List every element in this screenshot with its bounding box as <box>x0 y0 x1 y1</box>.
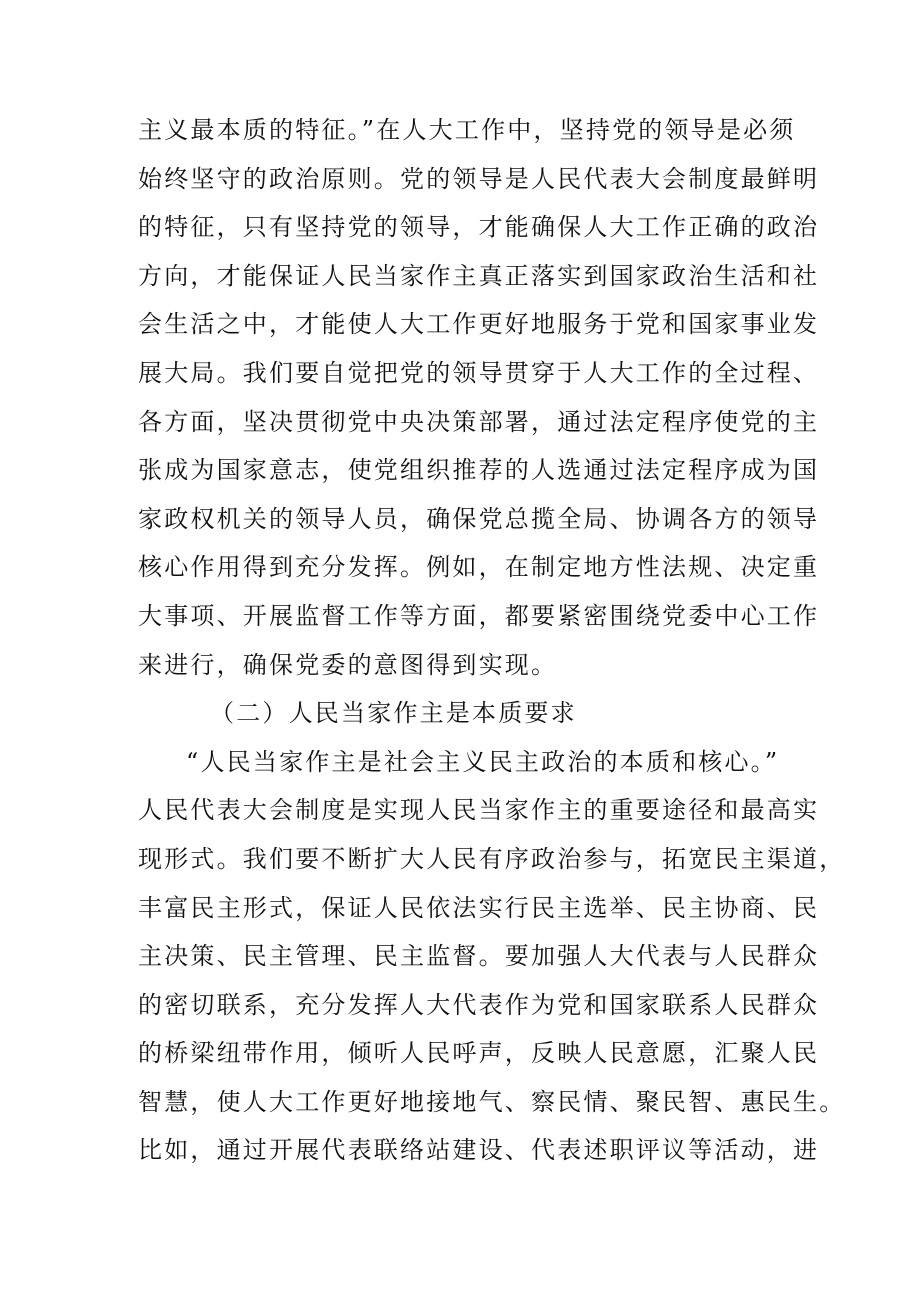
text-line: 丰富民主形式，保证人民依法实行民主选举、民主协商、民 <box>138 893 820 922</box>
text-line: 比如，通过开展代表联络站建设、代表述职评议等活动，进 <box>138 1136 820 1165</box>
text-line: 的特征，只有坚持党的领导，才能确保人大工作正确的政治 <box>138 213 820 242</box>
text-line: 家政权机关的领导人员，确保党总揽全局、协调各方的领导 <box>138 504 820 533</box>
section-heading: （二）人民当家作主是本质要求 <box>210 699 577 728</box>
text-line: 来进行，确保党委的意图得到实现。 <box>138 650 558 679</box>
text-line: 智慧，使人大工作更好地接地气、察民情、聚民智、惠民生。 <box>138 1087 846 1116</box>
text-line: 主义最本质的特征。”在人大工作中，坚持党的领导是必须 <box>138 116 796 144</box>
text-line: 的密切联系，充分发挥人大代表作为党和国家联系人民群众 <box>138 990 820 1019</box>
text-line: 现形式。我们要不断扩大人民有序政治参与，拓宽民主渠道， <box>138 844 846 873</box>
text-line: 方向，才能保证人民当家作主真正落实到国家政治生活和社 <box>138 261 820 290</box>
text-line: 的桥梁纽带作用，倾听人民呼声，反映人民意愿，汇聚人民 <box>138 1039 820 1068</box>
text-line: 会生活之中，才能使人大工作更好地服务于党和国家事业发 <box>138 310 820 339</box>
text-line: 始终坚守的政治原则。党的领导是人民代表大会制度最鲜明 <box>138 164 820 193</box>
text-line: 人民代表大会制度是实现人民当家作主的重要途径和最高实 <box>138 796 820 825</box>
text-line: 展大局。我们要自觉把党的领导贯穿于人大工作的全过程、 <box>138 358 820 387</box>
text-line: “人民当家作主是社会主义民主政治的本质和核心。” <box>186 747 780 776</box>
text-line: 核心作用得到充分发挥。例如，在制定地方性法规、决定重 <box>138 553 820 582</box>
text-line: 主决策、民主管理、民主监督。要加强人大代表与人民群众 <box>138 942 820 971</box>
text-line: 张成为国家意志，使党组织推荐的人选通过法定程序成为国 <box>138 456 820 485</box>
text-line: 各方面，坚决贯彻党中央决策部署，通过法定程序使党的主 <box>138 407 820 436</box>
text-line: 大事项、开展监督工作等方面，都要紧密围绕党委中心工作 <box>138 601 820 630</box>
body-text <box>138 106 846 1175</box>
